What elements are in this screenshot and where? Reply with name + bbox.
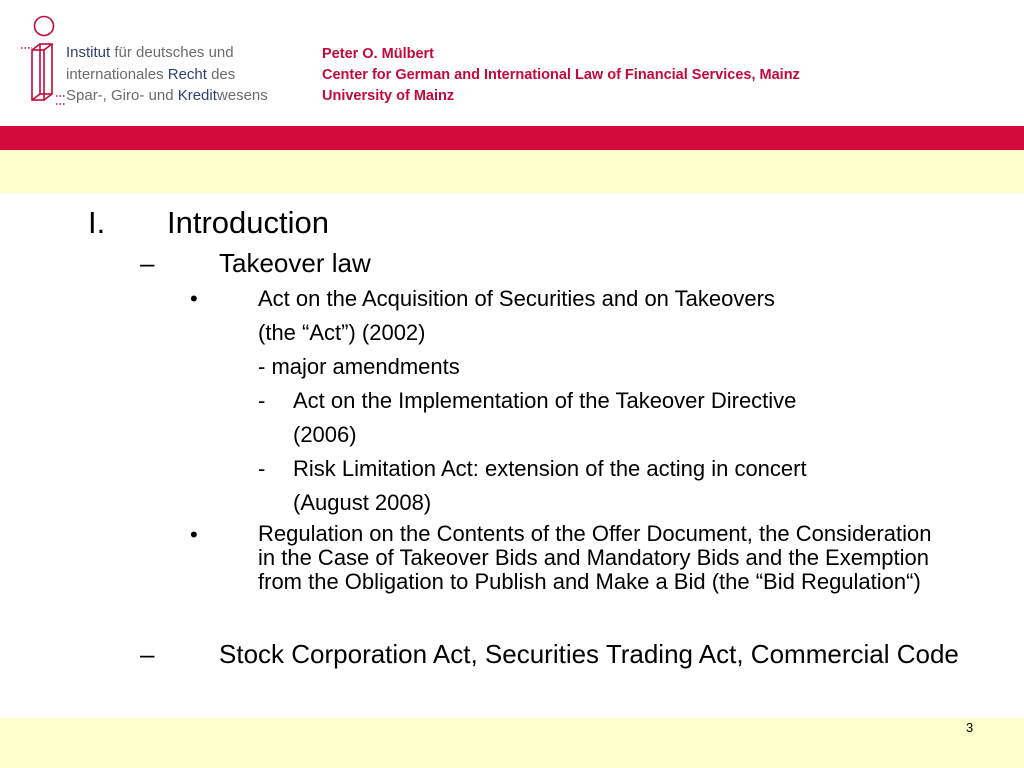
institute-line-2-post: des	[206, 65, 236, 83]
bullet-2-marker: •	[190, 522, 198, 547]
amendment-1-line-2: (2006)	[293, 422, 357, 447]
institute-word-recht: Recht	[167, 65, 207, 83]
amendment-1-line-1: Act on the Implementation of the Takeover Directive	[293, 388, 797, 413]
bullet-1-line-2: (the “Act”) (2002)	[258, 320, 426, 345]
section-number: I.	[88, 205, 106, 240]
center-name: Center for German and International Law of Financial Services, Mainz	[322, 67, 800, 83]
bullet-1-marker: •	[190, 286, 198, 311]
institute-line-2-pre: internationales	[66, 65, 168, 83]
bullet-1-line-3: - major amendments	[258, 354, 460, 379]
institute-line-3-post: wesens	[216, 87, 268, 104]
sub-dash-1: –	[140, 248, 155, 278]
amendment-2-line-2: (August 2008)	[293, 490, 432, 515]
footer-cream-band	[0, 718, 1024, 768]
amendment-2-line-1: Risk Limitation Act: extension of the acting in concert	[293, 456, 807, 481]
bullet-1-line-1: Act on the Acquisition of Securities and on Takeovers	[258, 286, 775, 311]
institute-line-3-pre: Spar-, Giro- und	[66, 87, 178, 104]
institute-word-kredit: Kredit	[177, 87, 217, 104]
institute-word-institut: Institut	[66, 44, 111, 61]
author-name: Peter O. Mülbert	[322, 46, 434, 62]
page-number: 3	[966, 720, 974, 735]
subheading-takeover-law: Takeover law	[219, 248, 371, 278]
sub-dash-2: –	[140, 639, 155, 669]
section-title: Introduction	[167, 205, 329, 240]
bullet-2-bid-regulation: Regulation on the Contents of the Offer Document, the Consideration in the Case of Takeover Bids and Mandatory Bids and the Exemption from the Obligation to Publish and Make a Bid (the “Bid Regulation“)	[258, 521, 932, 594]
amendment-1-dash: -	[258, 388, 266, 413]
university-name: University of Mainz	[322, 88, 455, 104]
subheading-other-acts: Stock Corporation Act, Securities Trading Act, Commercial Code	[219, 639, 959, 669]
amendment-2-dash: -	[258, 456, 266, 481]
institute-line-1-rest: für deutsches und	[110, 44, 234, 61]
